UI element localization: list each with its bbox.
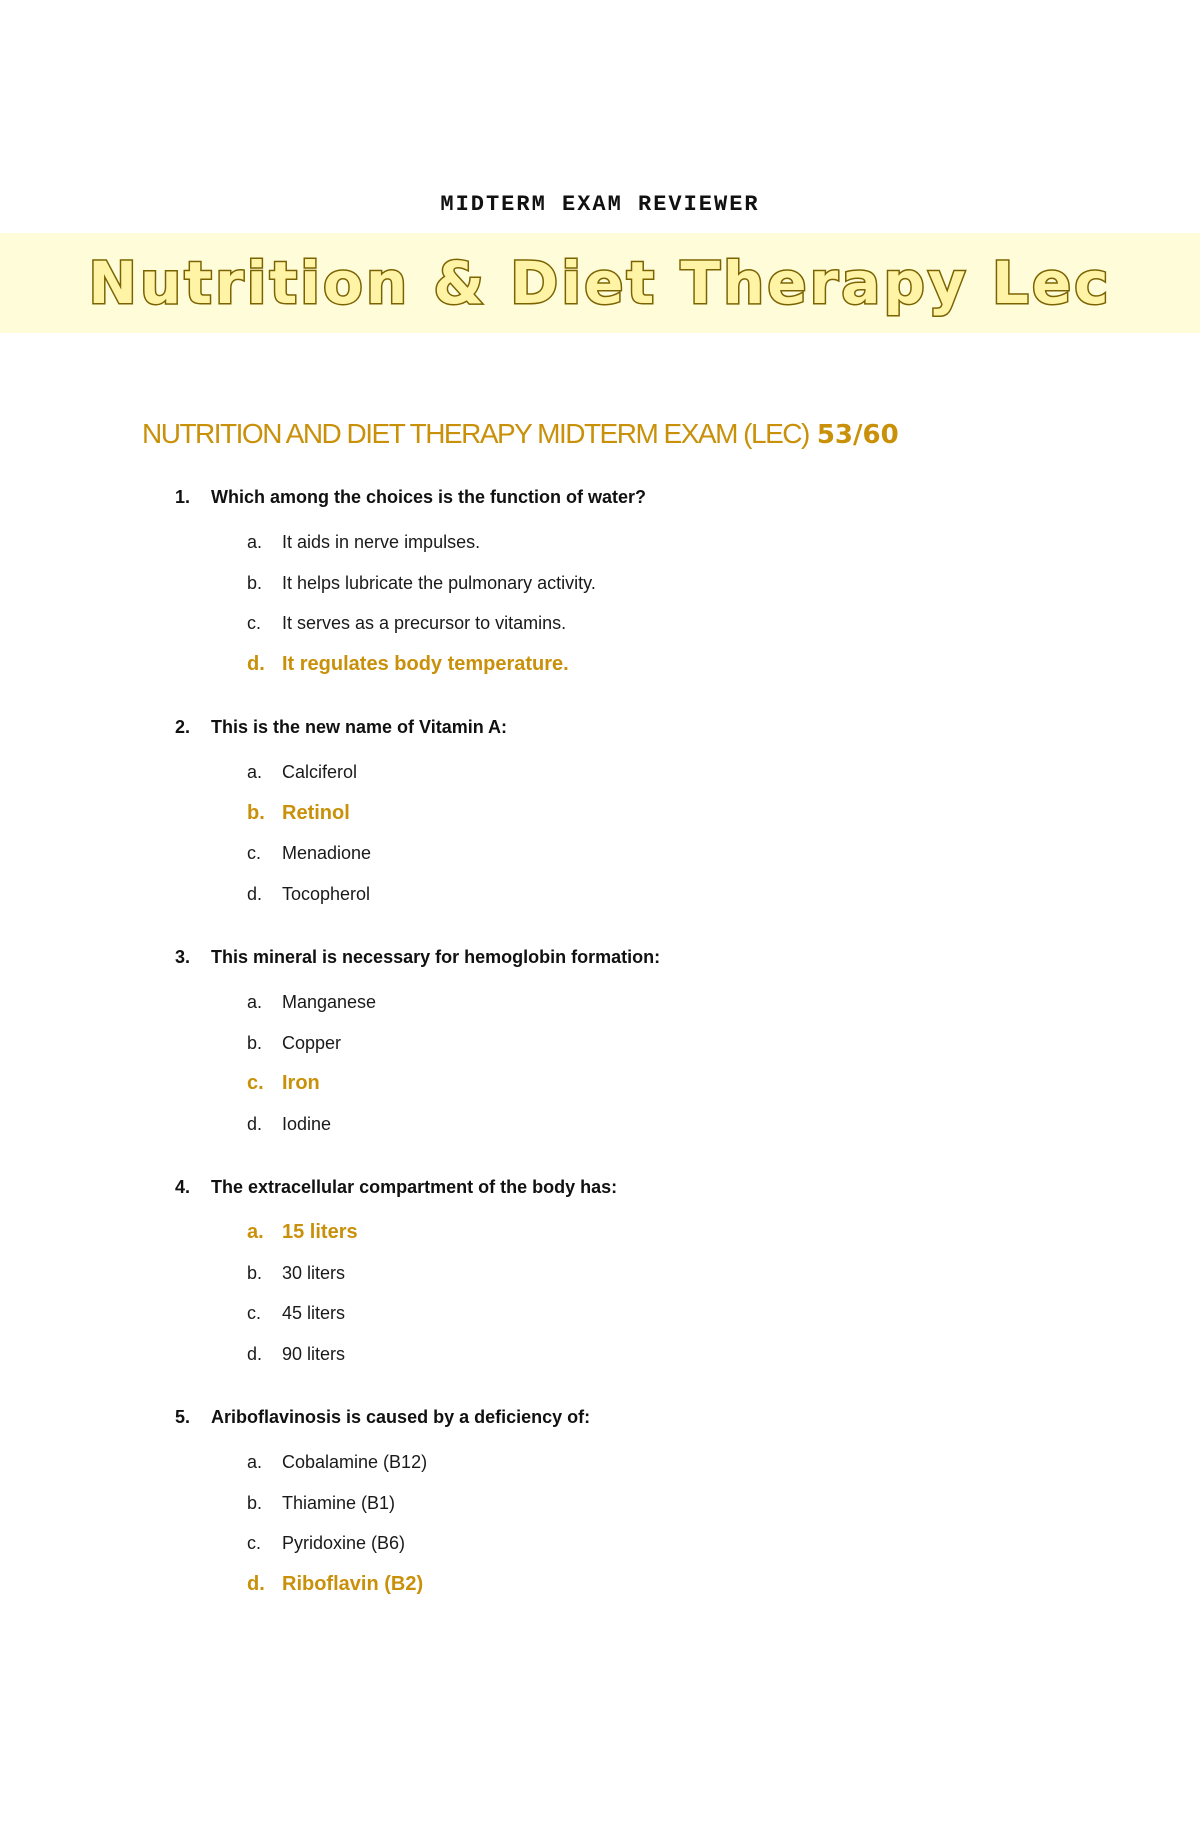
question-text	[0, 942, 1200, 972]
choice-text: 45 liters	[282, 1303, 346, 1323]
question-2	[0, 712, 1200, 914]
choice-letter: d.	[247, 883, 263, 904]
choice-letter: a.	[247, 992, 263, 1012]
choice-text: Iodine	[282, 1113, 332, 1134]
question-label: Ariboflavinosis is caused by a deficiency of:	[211, 1407, 591, 1427]
question-text	[0, 482, 1200, 512]
choice-item	[0, 1442, 1200, 1483]
choice-list	[0, 752, 1200, 914]
question-number: 3.	[175, 947, 191, 967]
choice-item	[0, 603, 1200, 644]
choice-text: Pyridoxine (B6)	[282, 1533, 406, 1553]
choice-item	[0, 874, 1200, 915]
choice-letter: d.	[247, 652, 265, 675]
choice-text: It helps lubricate the pulmonary activity.	[282, 572, 596, 593]
exam-score: 53/60	[816, 420, 899, 450]
choice-letter: c.	[247, 1303, 262, 1323]
choice-item	[0, 1212, 1200, 1253]
choice-letter: b.	[247, 1262, 263, 1283]
choice-text: Menadione	[282, 843, 372, 863]
question-list	[0, 482, 1200, 1632]
choice-letter: c.	[247, 843, 262, 863]
choice-letter: c.	[247, 613, 262, 633]
choice-letter: a.	[247, 762, 263, 782]
course-title: Nutrition & Diet Therapy Lec	[88, 249, 1112, 317]
choice-item	[0, 793, 1200, 834]
choice-letter: b.	[247, 1032, 263, 1053]
question-text	[0, 1402, 1200, 1432]
question-1	[0, 482, 1200, 684]
choice-item	[0, 1334, 1200, 1375]
choice-text: Thiamine (B1)	[282, 1492, 396, 1513]
document-header: MIDTERM EXAM REVIEWER	[440, 192, 760, 217]
question-label: This is the new name of Vitamin A:	[211, 717, 508, 737]
question-text	[0, 1172, 1200, 1202]
choice-text: Copper	[282, 1032, 342, 1053]
choice-letter: c.	[247, 1533, 262, 1553]
choice-text: Iron	[282, 1072, 320, 1094]
choice-text: Retinol	[282, 801, 350, 824]
choice-item	[0, 1063, 1200, 1104]
question-number: 5.	[175, 1407, 191, 1427]
choice-letter: a.	[247, 1452, 263, 1472]
choice-list	[0, 982, 1200, 1144]
choice-item	[0, 563, 1200, 604]
choice-list	[0, 1442, 1200, 1604]
choice-item	[0, 752, 1200, 793]
choice-letter: d.	[247, 1113, 263, 1134]
choice-item	[0, 1483, 1200, 1524]
question-number: 1.	[175, 487, 191, 507]
question-label: The extracellular compartment of the body has:	[211, 1177, 618, 1197]
choice-text: It aids in nerve impulses.	[282, 532, 481, 552]
title-banner	[0, 233, 1200, 333]
choice-letter: d.	[247, 1572, 265, 1595]
choice-text: 90 liters	[282, 1343, 346, 1364]
choice-item	[0, 1253, 1200, 1294]
question-label: This mineral is necessary for hemoglobin formation:	[211, 947, 661, 967]
choice-text: Manganese	[282, 992, 377, 1012]
choice-item	[0, 522, 1200, 563]
choice-list	[0, 522, 1200, 684]
choice-item	[0, 1023, 1200, 1064]
question-text	[0, 712, 1200, 742]
question-3	[0, 942, 1200, 1144]
choice-text: Tocopherol	[282, 883, 371, 904]
question-label: Which among the choices is the function of water?	[211, 487, 647, 507]
choice-text: 30 liters	[282, 1262, 346, 1283]
exam-heading	[142, 418, 899, 450]
choice-text: Riboflavin (B2)	[282, 1572, 424, 1595]
choice-letter: a.	[247, 532, 263, 552]
choice-letter: b.	[247, 801, 265, 824]
choice-text: Cobalamine (B12)	[282, 1452, 428, 1472]
question-5	[0, 1402, 1200, 1604]
choice-letter: c.	[247, 1072, 264, 1094]
choice-item	[0, 1523, 1200, 1564]
choice-item	[0, 644, 1200, 685]
choice-item	[0, 982, 1200, 1023]
question-number: 2.	[175, 717, 191, 737]
exam-title: NUTRITION AND DIET THERAPY MIDTERM EXAM (LEC)	[142, 418, 809, 449]
choice-item	[0, 833, 1200, 874]
question-4	[0, 1172, 1200, 1374]
choice-item	[0, 1104, 1200, 1145]
choice-text: It regulates body temperature.	[282, 652, 569, 675]
choice-item	[0, 1564, 1200, 1605]
choice-letter: b.	[247, 1492, 263, 1513]
question-number: 4.	[175, 1177, 191, 1197]
choice-text: 15 liters	[282, 1221, 358, 1243]
choice-letter: a.	[247, 1221, 264, 1243]
choice-list	[0, 1212, 1200, 1374]
choice-letter: d.	[247, 1343, 263, 1364]
choice-item	[0, 1293, 1200, 1334]
choice-text: Calciferol	[282, 762, 358, 782]
choice-letter: b.	[247, 572, 263, 593]
choice-text: It serves as a precursor to vitamins.	[282, 613, 567, 633]
